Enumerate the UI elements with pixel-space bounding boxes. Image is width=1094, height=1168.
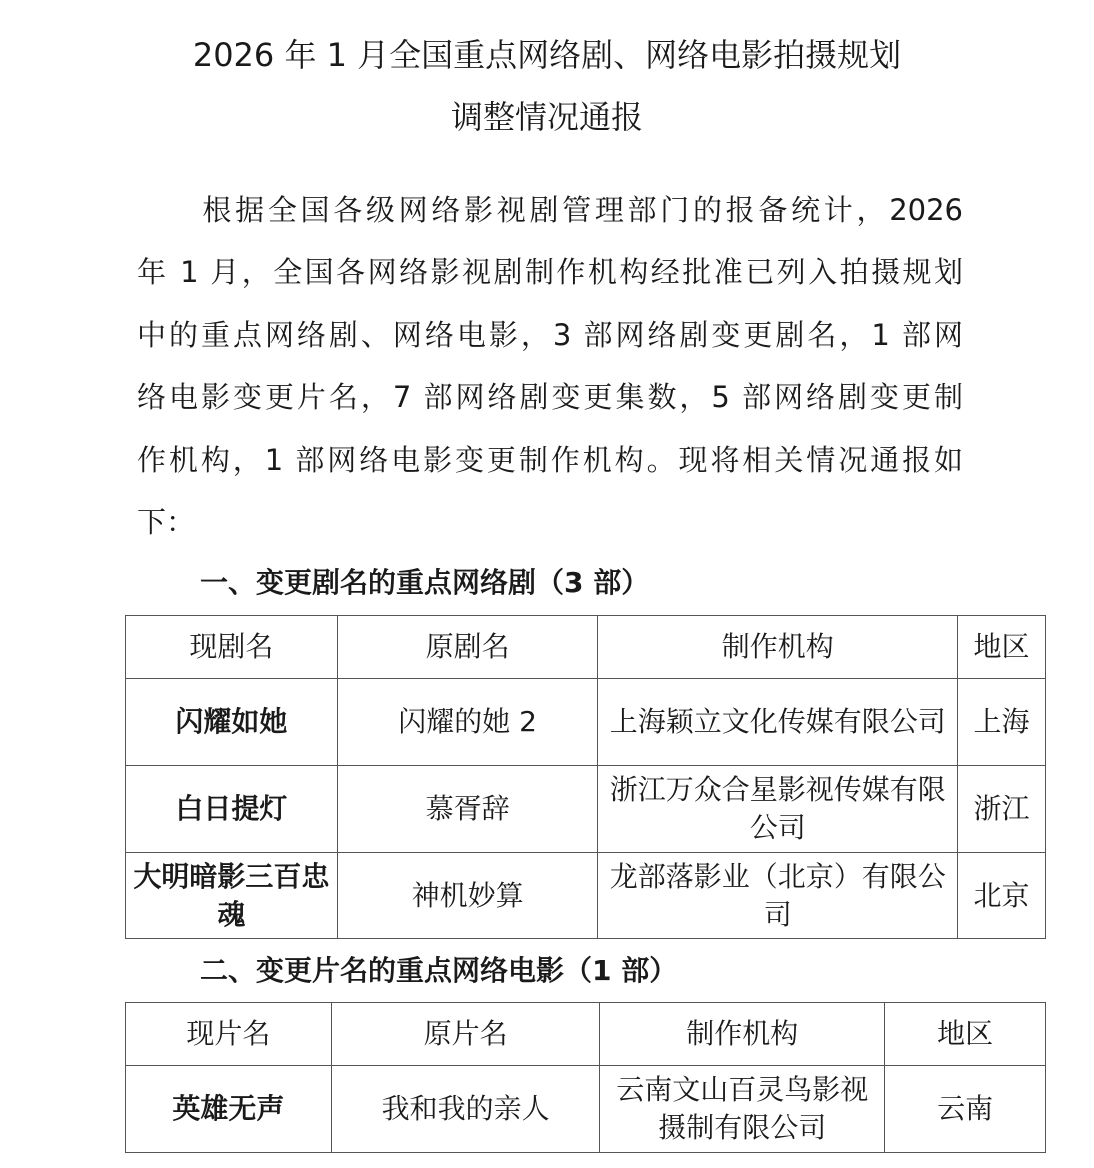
section2-heading: 二、变更片名的重点网络电影（1 部） <box>200 954 678 987</box>
production-company: 龙部落影业（北京）有限公司 <box>598 853 958 939</box>
current-title: 大明暗影三百忠魂 <box>126 853 338 939</box>
intro-line: 中的重点网络剧、网络电影，3 部网络剧变更剧名，1 部网 <box>137 318 963 352</box>
intro-line: 络电影变更片名，7 部网络剧变更集数，5 部网络剧变更制 <box>137 380 963 414</box>
current-title: 英雄无声 <box>126 1066 332 1153</box>
region: 云南 <box>885 1066 1046 1153</box>
region: 上海 <box>958 679 1046 766</box>
renamed-film-table <box>125 1002 1046 1153</box>
document-title-line1: 2026 年 1 月全国重点网络剧、网络电影拍摄规划 <box>192 36 902 74</box>
original-title: 神机妙算 <box>337 853 598 939</box>
document-title-line2: 调整情况通报 <box>450 98 643 136</box>
region: 浙江 <box>958 766 1046 853</box>
header-cell: 现片名 <box>126 1003 332 1066</box>
header-cell: 地区 <box>958 616 1046 679</box>
renamed-series-table <box>125 615 1046 939</box>
header-cell: 制作机构 <box>598 616 958 679</box>
section1-heading: 一、变更剧名的重点网络剧（3 部） <box>200 566 650 599</box>
header-cell: 原片名 <box>331 1003 600 1066</box>
header-cell: 地区 <box>885 1003 1046 1066</box>
table-row <box>126 766 1046 853</box>
header-cell: 现剧名 <box>126 616 338 679</box>
header-cell: 原剧名 <box>337 616 598 679</box>
original-title: 我和我的亲人 <box>331 1066 600 1153</box>
current-title: 闪耀如她 <box>126 679 338 766</box>
current-title: 白日提灯 <box>126 766 338 853</box>
original-title: 慕胥辞 <box>337 766 598 853</box>
production-company: 浙江万众合星影视传媒有限公司 <box>598 766 958 853</box>
table-row <box>126 1066 1046 1153</box>
intro-line: 作机构，1 部网络电影变更制作机构。现将相关情况通报如 <box>137 443 963 477</box>
intro-line: 下： <box>137 505 196 539</box>
table-row <box>126 853 1046 939</box>
intro-line: 根据全国各级网络影视剧管理部门的报备统计，2026 <box>137 193 963 227</box>
header-cell: 制作机构 <box>600 1003 885 1066</box>
table-header-row <box>126 616 1046 679</box>
table-row <box>126 679 1046 766</box>
intro-line: 年 1 月，全国各网络影视剧制作机构经批准已列入拍摄规划 <box>137 255 963 289</box>
table-header-row <box>126 1003 1046 1066</box>
original-title: 闪耀的她 2 <box>337 679 598 766</box>
production-company: 云南文山百灵鸟影视摄制有限公司 <box>600 1066 885 1153</box>
region: 北京 <box>958 853 1046 939</box>
production-company: 上海颖立文化传媒有限公司 <box>598 679 958 766</box>
